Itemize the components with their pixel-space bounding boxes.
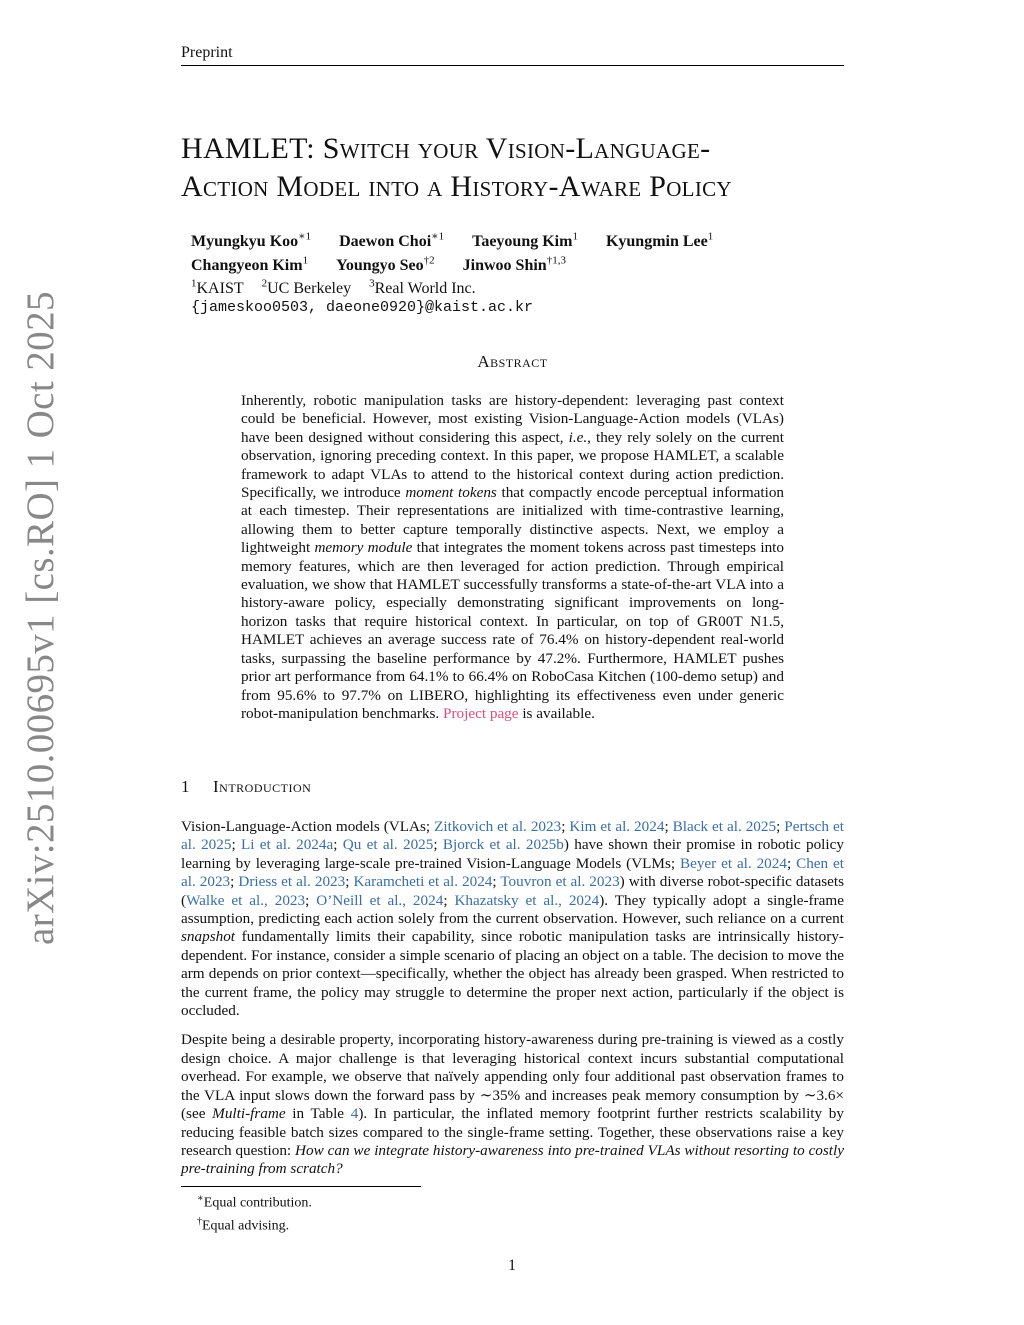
abstract-text: Inherently, robotic manipulation tasks are history-dependent: leveraging past context could be beneficial. However, most existing Vision-Language-Action models (VLAs) have been designed without considering this aspect, i.e., they rely solely on the current observation, ignoring preceding context. In this paper, we propose HAMLET, a scalable framework to adapt VLAs to attend to the historical context during action prediction. Specifically, we introduce moment tokens that compactly encode perceptual information at each timestep. Their representations are initialized with time-contrastive learning, allowing them to better capture temporally distinctive aspects. Next, we employ a lightweight memory module that integrates the moment tokens across past timesteps into memory features, which are then leveraged for action prediction. Through empirical evaluation, we show that HAMLET successfully transforms a state-of-the-art VLA into a history-aware policy, especially demonstrating significant improvements on long-horizon tasks that require historical context. In particular, on top of GR00T N1.5, HAMLET achieves an average success rate of 76.4% on history-dependent real-world tasks, surpassing the baseline performance by 47.2%. Furthermore, HAMLET pushes prior art performance from 64.1% to 66.4% on RoboCasa Kitchen (100-demo setup) and from 95.6% to 97.7% on LIBERO, highlighting its effectiveness even under generic robot-manipulation benchmarks. Project page is available.: [241, 392, 785, 722]
affiliation: $^2$UC Berkeley: [261, 277, 352, 297]
paragraph: Despite being a desirable property, incorporating history-awareness during pre-training is viewed as a costly design choice. A major challenge is that leveraging historical context incurs substantial computational overhead. For example, we observe that naïvely appending only four additional past observation frames to the VLA input slows down the forward pass by ∼35% and increases peak memory consumption by ∼3.6× (see Multi-frame in Table 4). In particular, the inflated memory footprint further restricts scalability by reducing feasible batch sizes compared to the single-frame setting. Together, these observations raise a key research question: How can we integrate history-awareness into pre-trained VLAs without resorting to costly pre-training from scratch?: [181, 1031, 844, 1178]
title-line-2: Action Model into a History-Aware Policy: [181, 170, 732, 203]
citation-link[interactable]: Black et al. 2025: [672, 818, 777, 835]
citation-link[interactable]: Touvron et al. 2023: [500, 873, 620, 891]
author: Changyeon Kim$^1$: [191, 254, 309, 274]
citation-link[interactable]: Walke et al., 2023: [186, 891, 306, 909]
citation-link[interactable]: Karamcheti et al. 2024: [353, 873, 493, 891]
title-line-1: HAMLET: Switch your Vision-Language-: [181, 132, 711, 165]
author: Jinwoo Shin$^{\dagger 1,3}$: [462, 254, 566, 274]
arxiv-identifier: arXiv:2510.00695v1 [cs.RO] 1 Oct 2025: [19, 291, 62, 945]
project-page-link[interactable]: Project page: [443, 704, 519, 722]
abstract-heading: Abstract: [477, 352, 548, 371]
footnotes: [197, 1190, 312, 1235]
author-block: [191, 228, 831, 317]
page-number: 1: [508, 1257, 516, 1274]
introduction-body: [181, 818, 844, 1190]
author: Daewon Choi$^{∗1}$: [339, 231, 445, 251]
author: Taeyoung Kim$^1$: [472, 231, 578, 251]
citation-link[interactable]: Pertsch et al. 2025: [181, 818, 844, 854]
table-reference-link[interactable]: 4: [350, 1105, 359, 1123]
citation-link[interactable]: Khazatsky et al., 2024: [454, 891, 600, 909]
citation-link[interactable]: Qu et al. 2025: [342, 836, 434, 854]
author-email: {jameskoo0503, daeone0920}@kaist.ac.kr: [191, 298, 534, 316]
affiliation: $^3$Real World Inc.: [369, 277, 476, 297]
section-heading: 1 Introduction: [181, 777, 312, 796]
author: Youngyo Seo$^{\dagger 2}$: [336, 254, 435, 274]
author: Myungkyu Koo$^{∗1}$: [191, 231, 312, 251]
paragraph: Vision-Language-Action models (VLAs; Zitkovich et al. 2023; Kim et al. 2024; Black et al. 2025; Pertsch et al. 2025; Li et al. 2024a; Qu et al. 2025; Bjorck et al. 2025b) have shown their promise in robotic policy learning by leveraging large-scale pre-trained Vision-Language Models (VLMs; Beyer et al. 2024; Chen et al. 2023; Driess et al. 2023; Karamcheti et al. 2024; Touvron et al. 2023) with diverse robot-specific datasets (Walke et al., 2023; O’Neill et al., 2024; Khazatsky et al., 2024). They typically adopt a single-frame assumption, predicting each action solely from the current observation. However, such reliance on a current snapshot fundamentally limits their capability, since robotic manipulation tasks are intrinsically history-dependent. For instance, consider a simple scenario of placing an object on a table. The decision to move the arm depends on prior context—specifically, whether the object has already been grasped. When restricted to the current frame, the policy may struggle to determine the proper next action, particularly if the object is occluded.: [181, 818, 844, 1020]
citation-link[interactable]: O’Neill et al., 2024: [316, 891, 444, 909]
footnote: †Equal advising.: [197, 1215, 290, 1234]
citation-link[interactable]: Kim et al. 2024: [569, 818, 665, 835]
citation-link[interactable]: Beyer et al. 2024: [679, 854, 787, 872]
citation-link[interactable]: Zitkovich et al. 2023: [434, 818, 562, 835]
running-head: Preprint: [181, 44, 844, 66]
footnote: ∗Equal contribution.: [197, 1193, 312, 1211]
author-row-2: [191, 251, 831, 274]
paper-title: [181, 130, 844, 206]
citation-link[interactable]: Li et al. 2024a: [240, 836, 334, 854]
author: Kyungmin Lee$^1$: [605, 231, 714, 251]
citation-link[interactable]: Chen et al. 2023: [181, 854, 844, 891]
affiliation: $^1$KAIST: [191, 277, 244, 297]
author-row-1: [191, 228, 831, 251]
affiliation-row: [191, 275, 831, 298]
citation-link[interactable]: Driess et al. 2023: [238, 873, 346, 891]
footnote-divider: [181, 1186, 421, 1187]
citation-link[interactable]: Bjorck et al. 2025b: [442, 836, 564, 854]
